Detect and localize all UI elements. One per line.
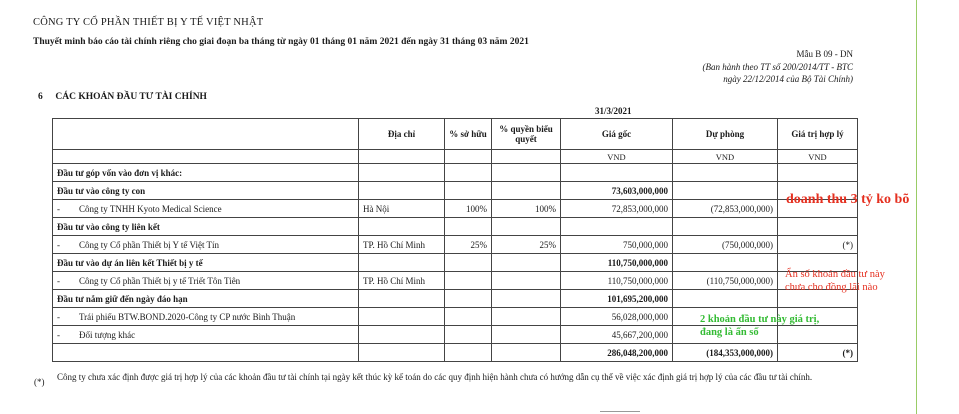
row-cost: 45,667,200,000 [561, 326, 673, 344]
table-row [53, 236, 858, 254]
row-cost [561, 218, 673, 236]
row-ownership [445, 272, 492, 290]
row-address [359, 254, 445, 272]
row-address [359, 290, 445, 308]
unit-provision: VND [673, 150, 778, 164]
table-header-row [53, 119, 858, 150]
row-ownership [445, 182, 492, 200]
row-label [53, 326, 359, 344]
row-bullet: - [57, 275, 60, 286]
row-voting [492, 164, 561, 182]
row-voting [492, 326, 561, 344]
row-provision [673, 290, 778, 308]
row-label [53, 182, 359, 200]
row-fair-value [778, 164, 858, 182]
row-label-text: Đầu tư vào công ty con [57, 185, 146, 196]
page-bottom-mark [600, 411, 640, 412]
row-cost: 110,750,000,000 [561, 254, 673, 272]
table-row [53, 344, 858, 362]
form-code: Mẫu B 09 - DN [796, 49, 853, 59]
row-address [359, 164, 445, 182]
issued-line-2: ngày 22/12/2014 của Bộ Tài Chính) [723, 74, 853, 84]
table-row [53, 290, 858, 308]
row-voting [492, 272, 561, 290]
row-provision: (110,750,000,000) [673, 272, 778, 290]
row-address: TP. Hồ Chí Minh [359, 236, 445, 254]
row-voting: 25% [492, 236, 561, 254]
annotation-green-line-2: đang là ẩn số [700, 327, 759, 338]
row-voting [492, 290, 561, 308]
row-cost: 72,853,000,000 [561, 200, 673, 218]
row-provision [673, 182, 778, 200]
row-ownership [445, 164, 492, 182]
row-label-text: Trái phiếu BTW.BOND.2020-Công ty CP nước Bình Thuận [79, 311, 296, 322]
row-label [53, 254, 359, 272]
row-voting [492, 344, 561, 362]
row-ownership [445, 290, 492, 308]
row-label [53, 344, 359, 362]
row-label-text: Công ty Cổ phần Thiết bị Y tế Việt Tín [79, 239, 220, 250]
row-ownership [445, 308, 492, 326]
row-ownership [445, 326, 492, 344]
row-label-text: Công ty Cổ phần Thiết bị y tế Triết Tôn Tiên [79, 275, 241, 286]
row-bullet: - [57, 311, 60, 322]
annotation-green-line-1: 2 khoản đầu tư này giá trị, [700, 314, 820, 325]
row-ownership [445, 344, 492, 362]
row-label [53, 290, 359, 308]
row-provision: (184,353,000,000) [673, 344, 778, 362]
row-bullet: - [57, 203, 60, 214]
row-label-text: Đầu tư vào công ty liên kết [57, 221, 160, 232]
section-heading [38, 92, 207, 102]
row-provision [673, 164, 778, 182]
row-ownership: 25% [445, 236, 492, 254]
footnote-mark: (*) [34, 377, 45, 387]
row-address: TP. Hồ Chí Minh [359, 272, 445, 290]
annotation-hidden-investment [785, 268, 885, 294]
row-label [53, 164, 359, 182]
row-cost: 110,750,000,000 [561, 272, 673, 290]
row-address [359, 326, 445, 344]
row-cost: 56,028,000,000 [561, 308, 673, 326]
table-row [53, 182, 858, 200]
issued-note [703, 61, 853, 85]
row-label [53, 272, 359, 290]
row-fair-value: (*) [778, 344, 858, 362]
table-date: 31/3/2021 [595, 106, 632, 116]
row-provision: (72,853,000,000) [673, 200, 778, 218]
header-ownership: % sở hữu [445, 119, 492, 150]
header-fair-value: Giá trị hợp lý [778, 119, 858, 150]
header-name [53, 119, 359, 150]
row-label-text: Đối tượng khác [79, 329, 136, 340]
unit-blank-3 [445, 150, 492, 164]
row-label-text: Đầu tư vào dự án liên kết Thiết bị y tế [57, 257, 203, 268]
table-row [53, 254, 858, 272]
margin-line [916, 0, 917, 414]
issued-line-1: (Ban hành theo TT số 200/2014/TT - BTC [702, 62, 853, 72]
unit-blank-4 [492, 150, 561, 164]
row-address [359, 344, 445, 362]
unit-cost: VND [561, 150, 673, 164]
company-name: CÔNG TY CỔ PHẦN THIẾT BỊ Y TẾ VIỆT NHẬT [33, 17, 264, 28]
row-cost: 286,048,200,000 [561, 344, 673, 362]
annotation-green [700, 313, 819, 339]
row-label-text: Đầu tư góp vốn vào đơn vị khác: [57, 167, 183, 178]
row-label-text: Đầu tư nắm giữ đến ngày đáo hạn [57, 293, 188, 304]
row-fair-value [778, 218, 858, 236]
section-title: CÁC KHOẢN ĐẦU TƯ TÀI CHÍNH [55, 92, 207, 102]
row-label-text: Công ty TNHH Kyoto Medical Science [79, 203, 222, 214]
row-bullet: - [57, 329, 60, 340]
header-address: Địa chỉ [359, 119, 445, 150]
unit-fair-value: VND [778, 150, 858, 164]
row-label [53, 218, 359, 236]
row-bullet: - [57, 239, 60, 250]
row-cost: 73,603,000,000 [561, 182, 673, 200]
table-row [53, 272, 858, 290]
row-label [53, 236, 359, 254]
row-label [53, 200, 359, 218]
row-ownership [445, 254, 492, 272]
unit-blank-1 [53, 150, 359, 164]
row-voting [492, 182, 561, 200]
table-row [53, 200, 858, 218]
table-unit-row [53, 150, 858, 164]
header-cost: Giá gốc [561, 119, 673, 150]
header-voting: % quyền biểu quyết [492, 119, 561, 150]
row-ownership: 100% [445, 200, 492, 218]
table-row [53, 164, 858, 182]
annotation-revenue: doanh thu 3 tỷ ko bõ [786, 192, 910, 207]
row-voting [492, 308, 561, 326]
unit-blank-2 [359, 150, 445, 164]
row-fair-value: (*) [778, 236, 858, 254]
row-label [53, 308, 359, 326]
annotation-hidden-line-1: Ẩn số khoản đầu tư này [785, 269, 885, 280]
row-address [359, 218, 445, 236]
row-address [359, 308, 445, 326]
report-subtitle: Thuyết minh báo cáo tài chính riêng cho giai đoạn ba tháng từ ngày 01 tháng 01 năm 2021 đến ngày 31 tháng 03 năm 2021 [33, 37, 529, 47]
row-provision: (750,000,000) [673, 236, 778, 254]
row-cost: 750,000,000 [561, 236, 673, 254]
section-number: 6 [38, 92, 43, 102]
row-cost: 101,695,200,000 [561, 290, 673, 308]
row-address [359, 182, 445, 200]
row-provision [673, 254, 778, 272]
row-voting [492, 218, 561, 236]
annotation-hidden-line-2: chưa cho đồng lãi nào [785, 282, 878, 293]
row-voting: 100% [492, 200, 561, 218]
row-ownership [445, 218, 492, 236]
row-cost [561, 164, 673, 182]
footnote-text: Công ty chưa xác định được giá trị hợp lý của các khoản đầu tư tài chính tại ngày kết thúc kỳ kế toán do các quy định hiện hành chưa có hướng dẫn cụ thể về việc xác định giá trị hợp lý của các đầu tư tài chính. [57, 372, 813, 382]
row-voting [492, 254, 561, 272]
row-address: Hà Nội [359, 200, 445, 218]
table-row [53, 218, 858, 236]
header-provision: Dự phòng [673, 119, 778, 150]
row-provision [673, 218, 778, 236]
